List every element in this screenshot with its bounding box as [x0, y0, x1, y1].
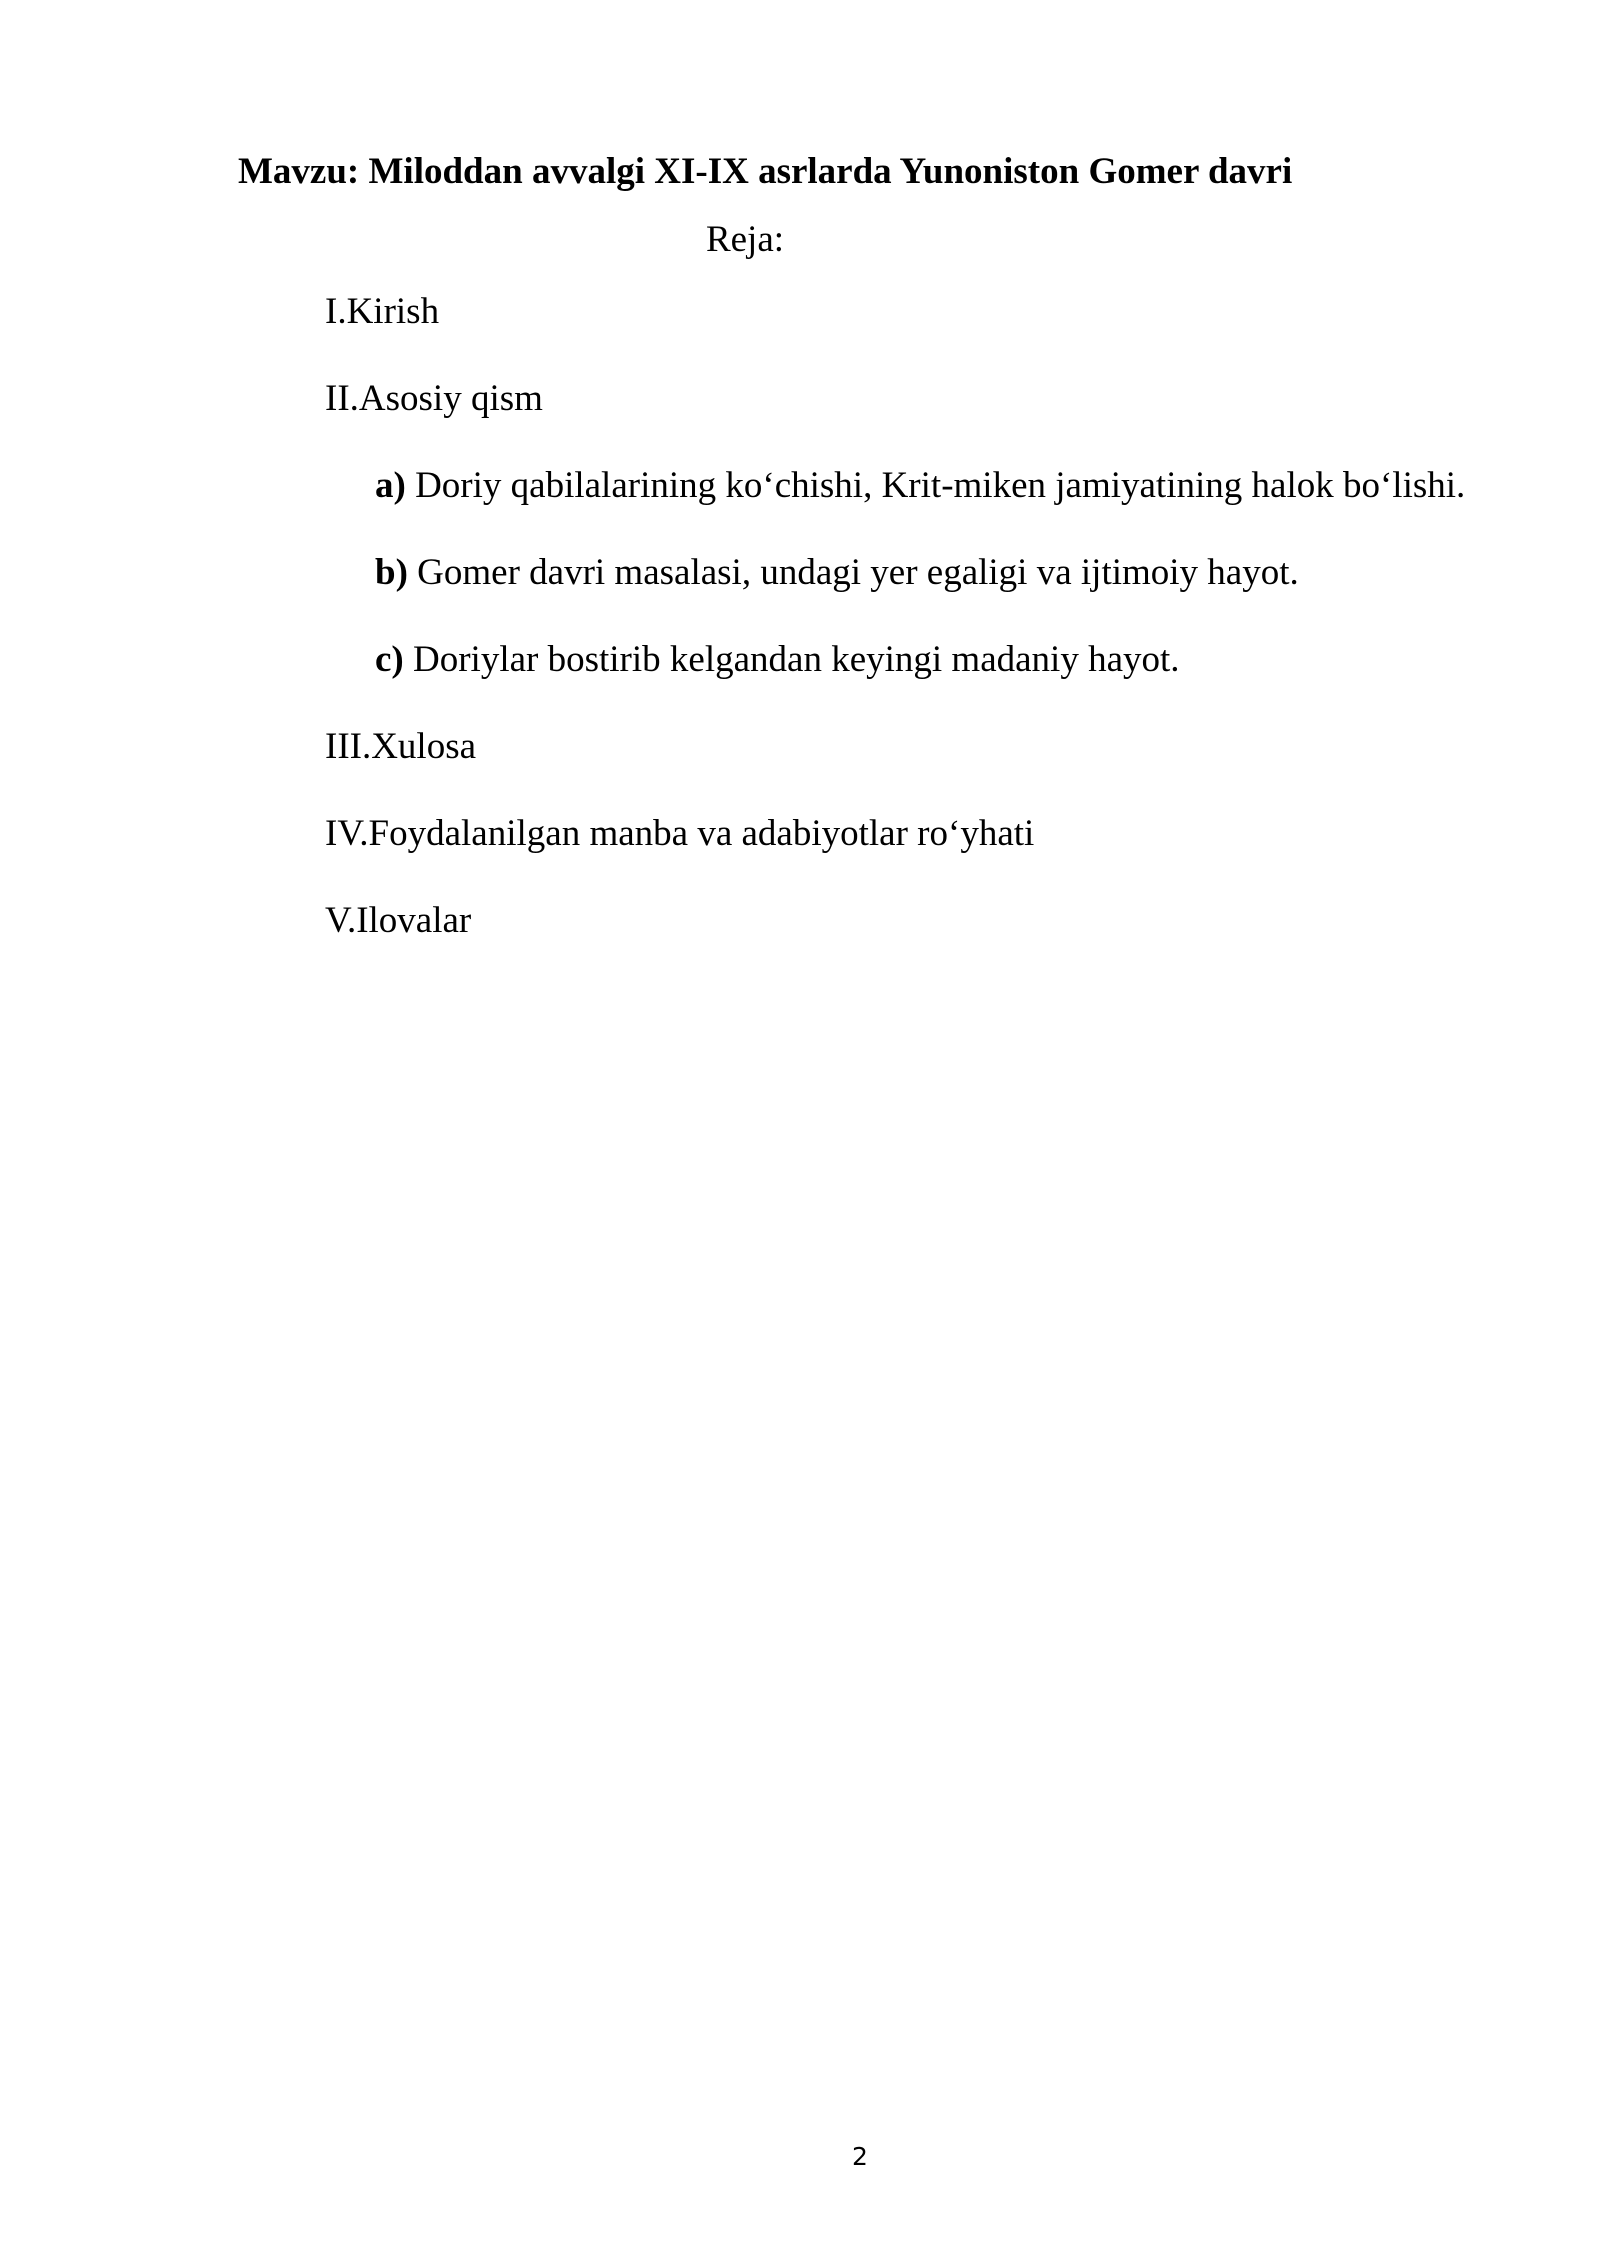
plan-item-introduction	[325, 290, 439, 334]
plan-item-text: II.Asosiy qism	[325, 378, 543, 419]
plan-item-appendices	[325, 899, 471, 943]
subitem-marker: c)	[375, 639, 404, 680]
plan-subitem-c	[375, 638, 1180, 682]
subitem-text: Gomer davri masalasi, undagi yer egaligi va ijtimoiy hayot.	[407, 552, 1299, 593]
plan-item-text: V.Ilovalar	[325, 900, 472, 941]
plan-item-main-part	[325, 377, 543, 421]
page-number: 2	[852, 2142, 868, 2171]
plan-item-text: III.Xulosa	[325, 726, 477, 767]
subitem-marker: a)	[375, 465, 406, 506]
plan-item-text: IV.Foydalanilgan manba va adabiyotlar ro‘yhati	[325, 813, 1035, 854]
subitem-text: Doriylar bostirib kelgandan keyingi madaniy hayot.	[403, 639, 1180, 680]
subitem-text: Doriy qabilalarining ko‘chishi, Krit-miken jamiyatining halok bo‘lishi.	[405, 465, 1466, 506]
plan-subitem-a	[375, 464, 1465, 508]
subitem-marker: b)	[375, 552, 408, 593]
plan-item-references	[325, 812, 1034, 856]
plan-heading: Reja:	[705, 219, 785, 260]
plan-item-conclusion	[325, 725, 476, 769]
plan-subitem-b	[375, 551, 1299, 595]
plan-item-text: I.Kirish	[325, 291, 440, 332]
document-title: Mavzu: Miloddan avvalgi XI-IX asrlarda Yunoniston Gomer davri	[238, 151, 1293, 192]
